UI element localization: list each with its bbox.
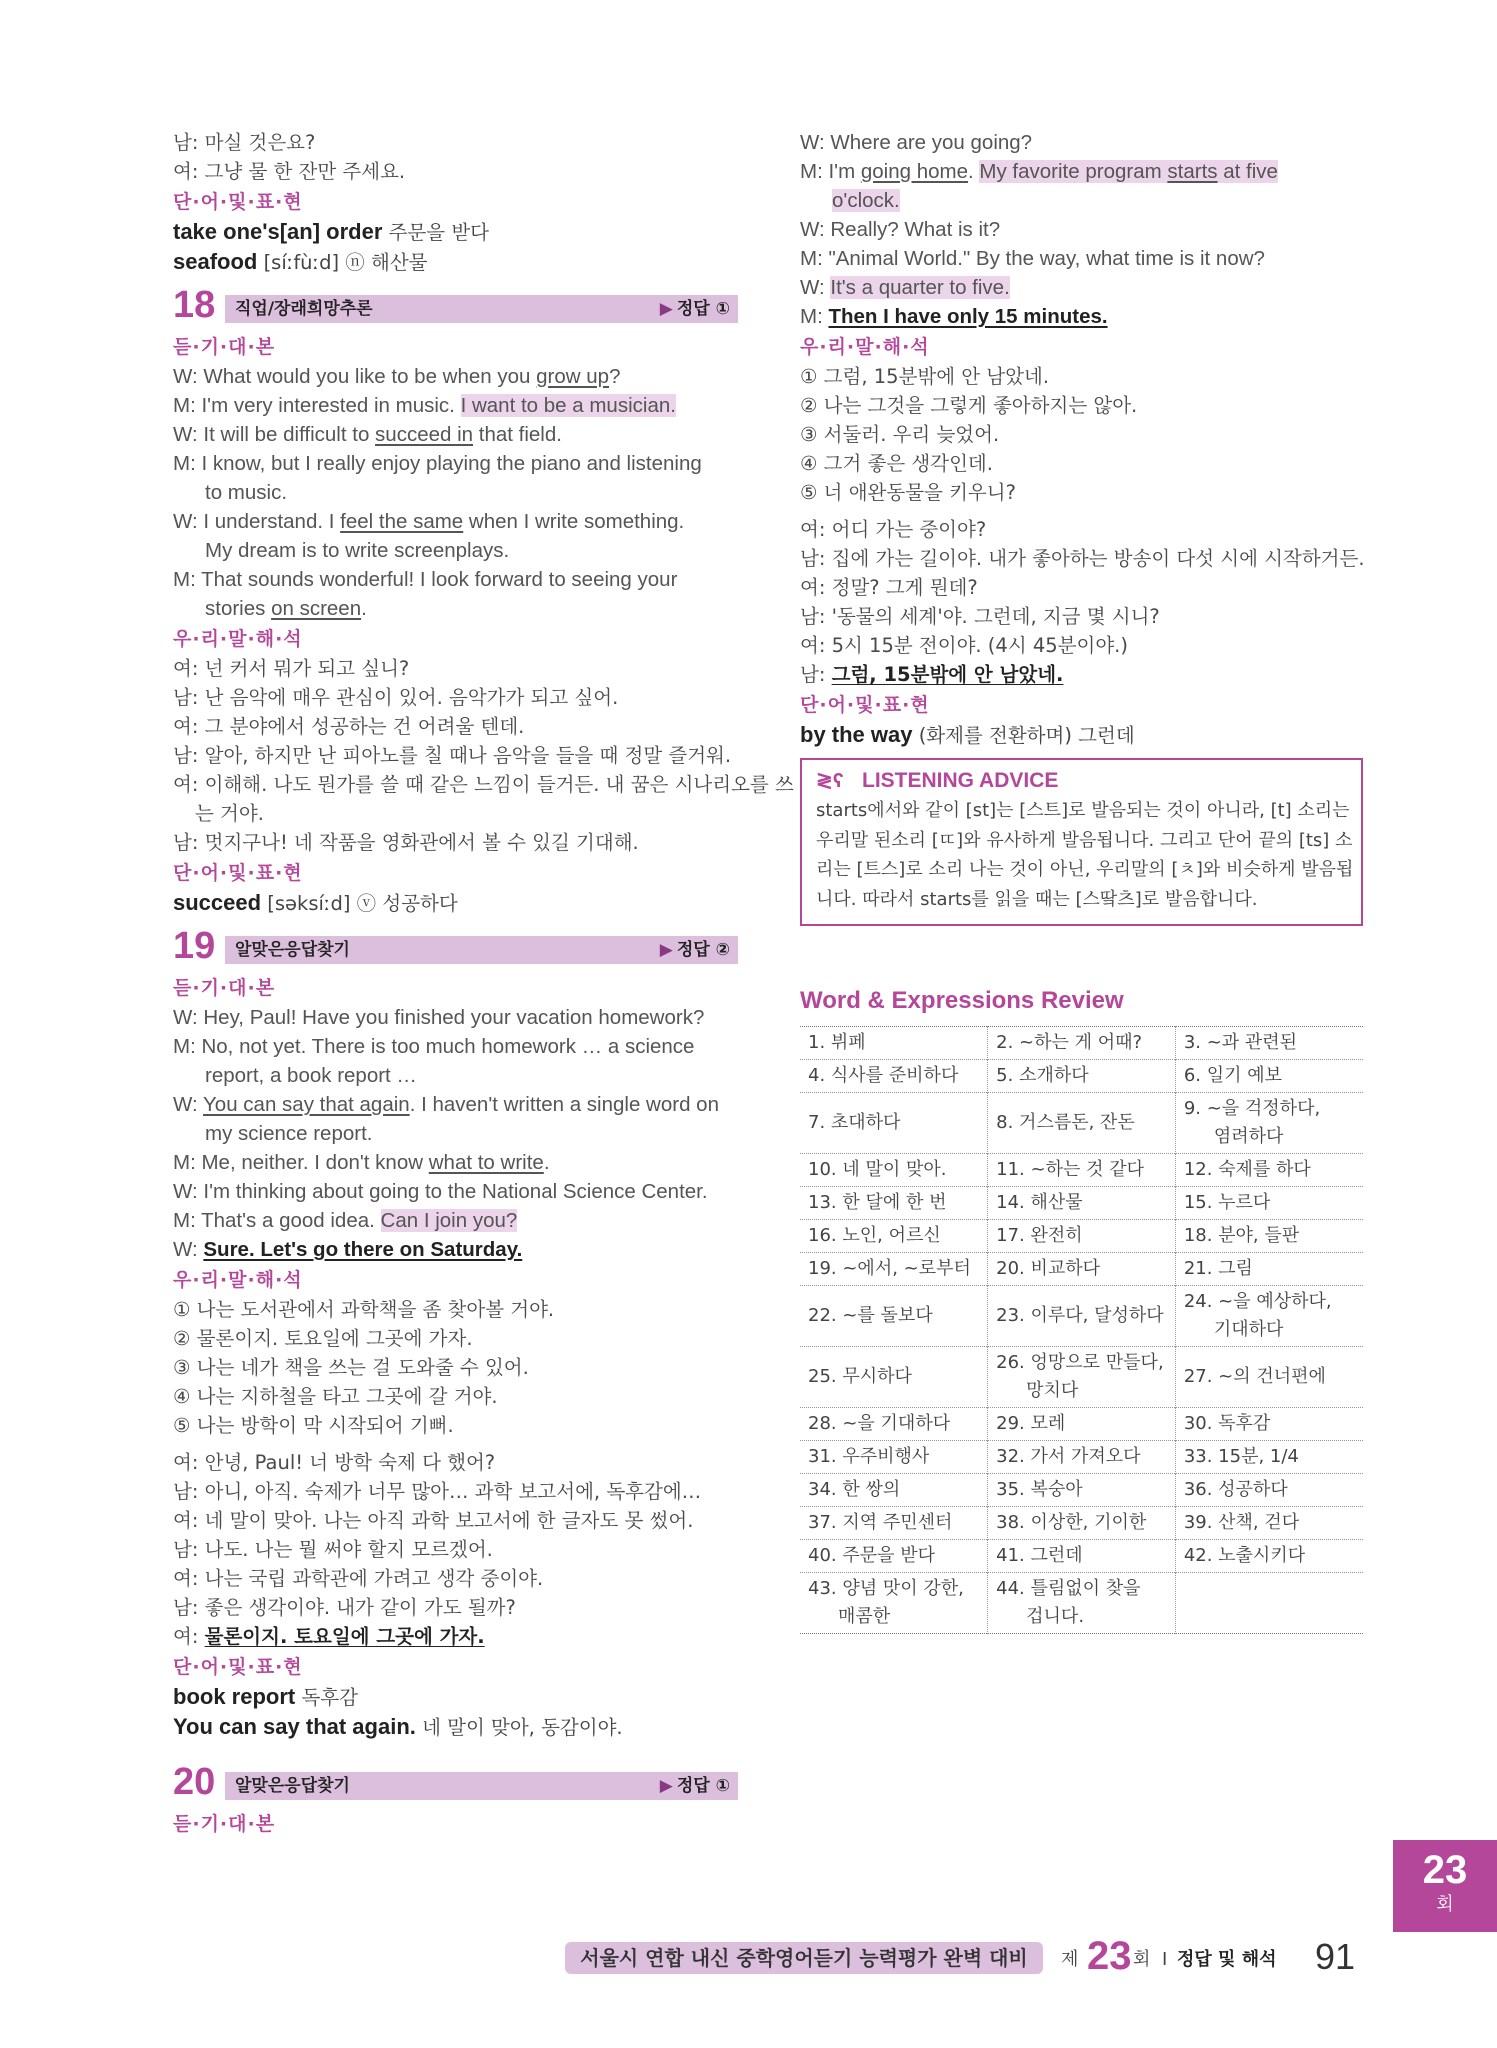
script-line: M: "Animal World." By the way, what time is it now?: [800, 247, 1265, 270]
translation-line: 여: 이해해. 나도 뭔가를 쓸 때 같은 느낌이 들거든. 내 꿈은 시나리오를 쓰: [173, 773, 794, 796]
question-type: 직업/장래희망추론: [235, 299, 373, 319]
review-item-text: 37. 지역 주민센터: [808, 1512, 953, 1533]
left-column: [173, 128, 794, 1839]
script-line: stories on screen.: [205, 597, 367, 620]
option-line: ④ 나는 지하철을 타고 그곳에 갈 거야.: [173, 1385, 498, 1408]
question-number: 20: [173, 1761, 216, 1803]
review-item-text: 1. 뷔페: [808, 1032, 866, 1053]
review-item-text: 8. 거스름돈, 잔돈: [996, 1112, 1135, 1133]
review-item-text: 33. 15분, 1/4: [1183, 1446, 1299, 1467]
triangle-icon: ▶: [659, 940, 673, 960]
script-heading: 듣·기·대·본: [173, 1813, 276, 1835]
review-cell: [1175, 1408, 1363, 1441]
question-number: 19: [173, 925, 216, 967]
review-item-text: 27. ~의 건너편에: [1183, 1366, 1326, 1387]
review-cell: [800, 1573, 988, 1634]
review-item-text: 38. 이상한, 기이한: [996, 1512, 1147, 1533]
review-row: [800, 1027, 1363, 1060]
review-cell: [988, 1540, 1176, 1573]
review-cell: [1175, 1507, 1363, 1540]
review-item-text: 4. 식사를 준비하다: [808, 1065, 959, 1086]
script-line: M: That sounds wonderful! I look forward to seeing your: [173, 568, 678, 591]
review-cell: [1175, 1187, 1363, 1220]
option-line: ⑤ 나는 방학이 막 시작되어 기뻐.: [173, 1414, 454, 1437]
answer-label: ▶ 정답 ①: [659, 1776, 730, 1796]
review-cell: [800, 1408, 988, 1441]
review-item-text: 11. ~하는 것 같다: [996, 1159, 1144, 1180]
script-line: W: What would you like to be when you grow up?: [173, 365, 621, 388]
review-cell: [800, 1093, 988, 1154]
translation-line: 여: 그 분야에서 성공하는 건 어려울 텐데.: [173, 715, 525, 738]
review-cell: [988, 1154, 1176, 1187]
review-cell: [988, 1187, 1176, 1220]
advice-line: 리는 [트스]로 소리 나는 것이 아닌, 우리말의 [ㅊ]와 비슷하게 발음됩: [816, 859, 1354, 880]
review-item-text: 5. 소개하다: [996, 1065, 1089, 1086]
script-line: W: You can say that again. I haven't written a single word on: [173, 1093, 719, 1116]
review-item-text: 매콤한: [838, 1606, 891, 1627]
review-item-text: 6. 일기 예보: [1183, 1065, 1282, 1086]
review-cell: [988, 1408, 1176, 1441]
footer-suffix: 회: [1133, 1949, 1151, 1970]
option-line: ③ 나는 네가 책을 쓰는 걸 도와줄 수 있어.: [173, 1356, 529, 1379]
right-column: [800, 128, 1365, 1634]
script-heading: 듣·기·대·본: [173, 977, 276, 999]
review-item-text: 14. 해산물: [996, 1192, 1083, 1213]
review-item-text: 25. 무시하다: [808, 1366, 912, 1387]
script-line: W: It's a quarter to five.: [800, 276, 1010, 299]
review-item-text: 20. 비교하다: [996, 1258, 1101, 1279]
script-line: My dream is to write screenplays.: [205, 539, 510, 562]
translation-heading: 우·리·말·해·석: [800, 336, 930, 358]
page-number: 91: [1315, 1936, 1356, 1977]
review-row: [800, 1573, 1363, 1634]
question-header-18: [173, 284, 738, 327]
review-cell: [800, 1187, 988, 1220]
review-item-text: 30. 독후감: [1183, 1413, 1271, 1434]
translation-line: 남: 나도. 나는 뭘 써야 할지 모르겠어.: [173, 1538, 493, 1561]
review-cell: [1175, 1540, 1363, 1573]
vocab-item: take one's[an] order 주문을 받다: [173, 219, 489, 244]
option-line: ⑤ 너 애완동물을 키우니?: [800, 481, 1016, 504]
review-item-text: 겁니다.: [1026, 1606, 1085, 1627]
review-item-text: 13. 한 달에 한 번: [808, 1192, 947, 1213]
review-cell: [1175, 1286, 1363, 1347]
question-header-19: [173, 925, 738, 968]
option-line: ② 물론이지. 토요일에 그곳에 가자.: [173, 1327, 473, 1350]
review-cell: [800, 1507, 988, 1540]
review-item-text: 망치다: [1026, 1380, 1079, 1401]
translation-line: 여: 안녕, Paul! 너 방학 숙제 다 했어?: [173, 1451, 496, 1474]
script-line: W: Where are you going?: [800, 131, 1033, 154]
lesson-tab-label: 회: [1436, 1894, 1454, 1915]
review-cell: [1175, 1154, 1363, 1187]
option-line: ④ 그거 좋은 생각인데.: [800, 452, 993, 475]
review-item-text: 26. 엉망으로 만들다,: [996, 1352, 1164, 1373]
review-cell: [1175, 1060, 1363, 1093]
advice-line: 우리말 된소리 [ㄸ]와 유사하게 발음됩니다. 그리고 단어 끝의 [ts] 소: [816, 829, 1353, 851]
review-item-text: 24. ~을 예상하다,: [1183, 1291, 1332, 1312]
script-line: W: It will be difficult to succeed in that field.: [173, 423, 562, 446]
review-item-text: 36. 성공하다: [1183, 1479, 1288, 1500]
translation-line: 남: 아니, 아직. 숙제가 너무 많아… 과학 보고서에, 독후감에…: [173, 1480, 702, 1503]
question-header-20: [173, 1761, 738, 1804]
review-row: [800, 1408, 1363, 1441]
dialogue-line: 여: 그냥 물 한 잔만 주세요.: [173, 160, 406, 183]
review-cell: [800, 1253, 988, 1286]
script-line: report, a book report …: [205, 1064, 417, 1087]
translation-line: 여: 넌 커서 뭐가 되고 싶니?: [173, 657, 410, 680]
script-line: M: I'm very interested in music. I want to be a musician.: [173, 394, 676, 417]
review-item-text: 10. 네 말이 맞아.: [808, 1159, 947, 1180]
series-title: 서울시 연합 내신 중학영어듣기 능력평가 완벽 대비: [565, 1942, 1043, 1974]
script-line: o'clock.: [832, 189, 900, 212]
review-cell: [800, 1060, 988, 1093]
review-item-text: 12. 숙제를 하다: [1183, 1159, 1311, 1180]
translation-line: 여: 물론이지. 토요일에 그곳에 가자.: [173, 1625, 485, 1648]
review-row: [800, 1154, 1363, 1187]
script-line: M: Then I have only 15 minutes.: [800, 305, 1108, 328]
advice-title: ≷ʕ LISTENING ADVICE: [816, 766, 1349, 796]
script-line: W: Really? What is it?: [800, 218, 1001, 241]
review-cell: [988, 1220, 1176, 1253]
vocab-item: You can say that again. 네 말이 맞아, 동감이야.: [173, 1714, 623, 1739]
vocab-heading: 단·어·및·표·현: [173, 862, 303, 884]
script-line: W: Sure. Let's go there on Saturday.: [173, 1238, 523, 1261]
review-title: Word & Expressions Review: [800, 987, 1124, 1014]
footer-lesson-number: 23: [1087, 1934, 1132, 1978]
script-line: M: I know, but I really enjoy playing the piano and listening: [173, 452, 702, 475]
review-cell: [1175, 1573, 1363, 1634]
review-cell: [988, 1093, 1176, 1154]
footer-prefix: 제: [1061, 1949, 1079, 1970]
review-item-text: 23. 이루다, 달성하다: [996, 1305, 1164, 1326]
script-line: W: I'm thinking about going to the National Science Center.: [173, 1180, 708, 1203]
review-item-text: 39. 산책, 걷다: [1183, 1512, 1300, 1533]
translation-line: 남: 좋은 생각이야. 내가 같이 가도 될까?: [173, 1596, 516, 1619]
review-item-text: 17. 완전히: [996, 1225, 1083, 1246]
review-row: [800, 1441, 1363, 1474]
translation-heading: 우·리·말·해·석: [173, 628, 303, 650]
review-item-text: 7. 초대하다: [808, 1112, 901, 1133]
review-cell: [800, 1347, 988, 1408]
vocab-heading: 단·어·및·표·현: [173, 191, 303, 213]
script-line: W: I understand. I feel the same when I write something.: [173, 510, 685, 533]
review-cell: [988, 1286, 1176, 1347]
review-item-text: 3. ~과 관련된: [1183, 1032, 1298, 1053]
translation-heading: 우·리·말·해·석: [173, 1269, 303, 1291]
vocab-item: by the way (화제를 전환하며) 그런데: [800, 722, 1135, 747]
advice-line: starts에서와 같이 [st]는 [스트]로 발음되는 것이 아니라, [t] 소리는: [816, 800, 1350, 821]
review-row: [800, 1507, 1363, 1540]
script-line: my science report.: [205, 1122, 373, 1145]
script-line: to music.: [205, 481, 288, 504]
review-row: [800, 1060, 1363, 1093]
review-cell: [800, 1540, 988, 1573]
review-cell: [988, 1573, 1176, 1634]
vocab-item: book report 독후감: [173, 1684, 358, 1709]
question-number: 18: [173, 284, 216, 326]
review-cell: [1175, 1093, 1363, 1154]
option-line: ③ 서둘러. 우리 늦었어.: [800, 423, 1000, 446]
advice-line: 니다. 따라서 starts를 읽을 때는 [스땈츠]로 발음합니다.: [816, 888, 1258, 910]
review-table: [800, 1026, 1363, 1634]
review-cell: [800, 1220, 988, 1253]
lesson-tab: [1393, 1840, 1497, 1932]
listening-advice-box: [800, 758, 1363, 926]
review-cell: [988, 1027, 1176, 1060]
triangle-icon: ▶: [659, 1776, 673, 1796]
translation-line: 는 거야.: [195, 802, 264, 825]
review-cell: [988, 1347, 1176, 1408]
review-cell: [800, 1154, 988, 1187]
vocab-heading: 단·어·및·표·현: [173, 1656, 303, 1678]
review-cell: [1175, 1220, 1363, 1253]
review-item-text: 28. ~을 기대하다: [808, 1413, 951, 1434]
translation-line: 남: 알아, 하지만 난 피아노를 칠 때나 음악을 들을 때 정말 즐거워.: [173, 744, 732, 767]
review-cell: [988, 1253, 1176, 1286]
review-cell: [1175, 1027, 1363, 1060]
review-row: [800, 1347, 1363, 1408]
review-item-text: 기대하다: [1213, 1319, 1284, 1340]
review-cell: [988, 1441, 1176, 1474]
review-cell: [800, 1474, 988, 1507]
review-item-text: 42. 노출시키다: [1183, 1545, 1306, 1566]
review-cell: [988, 1507, 1176, 1540]
review-item-text: 9. ~을 걱정하다,: [1183, 1098, 1321, 1119]
review-row: [800, 1540, 1363, 1573]
review-item-text: 40. 주문을 받다: [808, 1545, 936, 1566]
review-item-text: 22. ~를 돌보다: [808, 1305, 933, 1326]
review-cell: [1175, 1253, 1363, 1286]
dialogue-line: 남: 마실 것은요?: [173, 131, 316, 154]
review-item-text: 31. 우주비행사: [808, 1446, 930, 1467]
translation-line: 여: 5시 15분 전이야. (4시 45분이야.): [800, 634, 1128, 657]
script-heading: 듣·기·대·본: [173, 336, 276, 358]
review-cell: [1175, 1441, 1363, 1474]
review-item-text: 34. 한 쌍의: [808, 1479, 901, 1500]
question-type: 알맞은응답찾기: [235, 1776, 350, 1796]
vocab-heading: 단·어·및·표·현: [800, 694, 930, 716]
question-type: 알맞은응답찾기: [235, 940, 350, 960]
review-cell: [988, 1474, 1176, 1507]
ear-icon: ≷ʕ: [816, 770, 844, 792]
script-line: M: No, not yet. There is too much homework … a science: [173, 1035, 695, 1058]
review-item-text: 44. 틀림없이 찾을: [996, 1578, 1141, 1599]
option-line: ① 나는 도서관에서 과학책을 좀 찾아볼 거야.: [173, 1298, 555, 1321]
review-item-text: 32. 가서 가져오다: [996, 1446, 1141, 1467]
review-item-text: 2. ~하는 게 어때?: [996, 1032, 1143, 1053]
review-item-text: 41. 그런데: [996, 1545, 1083, 1566]
review-row: [800, 1286, 1363, 1347]
triangle-icon: ▶: [659, 299, 673, 319]
option-line: ② 나는 그것을 그렇게 좋아하지는 않아.: [800, 394, 1138, 417]
translation-line: 여: 어디 가는 중이야?: [800, 518, 987, 541]
review-cell: [800, 1441, 988, 1474]
footer-section: 정답 및 해석: [1177, 1949, 1277, 1970]
lesson-tab-number: 23: [1422, 1848, 1468, 1892]
translation-line: 남: '동물의 세계'야. 그런데, 지금 몇 시니?: [800, 605, 1160, 628]
translation-line: 남: 그럼, 15분밖에 안 남았네.: [800, 663, 1064, 686]
translation-line: 여: 나는 국립 과학관에 가려고 생각 중이야.: [173, 1567, 544, 1590]
review-item-text: 19. ~에서, ~로부터: [808, 1258, 971, 1279]
script-line: M: That's a good idea. Can I join you?: [173, 1209, 518, 1232]
script-line: W: Hey, Paul! Have you finished your vacation homework?: [173, 1006, 705, 1029]
translation-line: 남: 난 음악에 매우 관심이 있어. 음악가가 되고 싶어.: [173, 686, 619, 709]
review-row: [800, 1220, 1363, 1253]
review-cell: [800, 1027, 988, 1060]
answer-label: ▶ 정답 ①: [659, 299, 730, 319]
review-row: [800, 1093, 1363, 1154]
translation-line: 여: 정말? 그게 뭔데?: [800, 576, 978, 599]
review-cell: [1175, 1347, 1363, 1408]
review-item-text: 43. 양념 맛이 강한,: [808, 1578, 964, 1599]
script-line: M: Me, neither. I don't know what to write.: [173, 1151, 550, 1174]
review-item-text: 염려하다: [1213, 1126, 1284, 1147]
option-line: ① 그럼, 15분밖에 안 남았네.: [800, 365, 1050, 388]
review-row: [800, 1187, 1363, 1220]
script-line: M: I'm going home. My favorite program starts at five: [800, 160, 1278, 183]
review-item-text: 21. 그림: [1183, 1258, 1253, 1279]
review-row: [800, 1253, 1363, 1286]
review-item-text: 16. 노인, 어르신: [808, 1225, 941, 1246]
page-footer: [565, 1934, 1365, 1978]
review-item-text: 29. 모레: [996, 1413, 1066, 1434]
review-cell: [800, 1286, 988, 1347]
translation-line: 남: 집에 가는 길이야. 내가 좋아하는 방송이 다섯 시에 시작하거든.: [800, 547, 1365, 570]
review-row: [800, 1474, 1363, 1507]
review-cell: [1175, 1474, 1363, 1507]
translation-line: 남: 멋지구나! 네 작품을 영화관에서 볼 수 있길 기대해.: [173, 831, 639, 854]
review-item-text: 35. 복숭아: [996, 1479, 1083, 1500]
review-cell: [988, 1060, 1176, 1093]
review-item-text: 15. 누르다: [1183, 1192, 1271, 1213]
footer-separator: I: [1162, 1949, 1168, 1970]
answer-label: ▶ 정답 ②: [659, 940, 730, 960]
vocab-item: seafood [síːfùːd] ⓝ 해산물: [173, 249, 428, 274]
vocab-item: succeed [səksíːd] ⓥ 성공하다: [173, 890, 458, 915]
review-item-text: 18. 분야, 들판: [1183, 1225, 1300, 1246]
translation-line: 여: 네 말이 맞아. 나는 아직 과학 보고서에 한 글자도 못 썼어.: [173, 1509, 694, 1532]
